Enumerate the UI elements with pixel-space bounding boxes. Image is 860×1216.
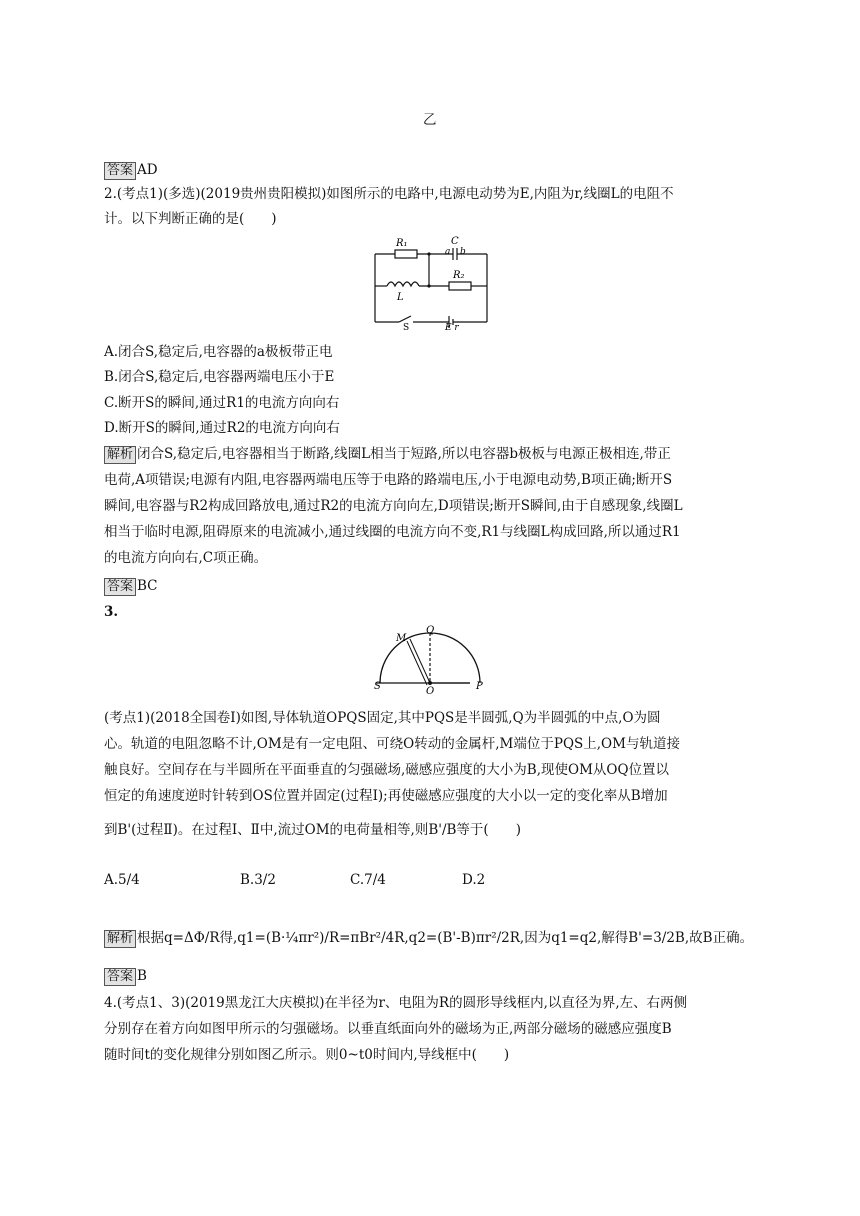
label-a: a xyxy=(445,247,451,257)
q3-option-c: C.7/4 xyxy=(350,872,386,888)
analysis-tag: 解析 xyxy=(104,930,136,948)
q4-line-3: 随时间t的变化规律分别如图乙所示。则0~t0时间内,导线框中( ) xyxy=(104,1047,510,1063)
q2-analysis-line-5: 的电流方向向右,C项正确。 xyxy=(104,550,268,566)
q2-stem-line-2: 计。以下判断正确的是( ) xyxy=(104,211,277,227)
q3-option-a: A.5/4 xyxy=(104,872,140,888)
answer-tag: 答案 xyxy=(104,578,136,596)
label-e-r: E r xyxy=(445,323,459,330)
semicircle-figure xyxy=(370,625,500,695)
center-dot xyxy=(428,681,432,685)
label-c: C xyxy=(451,236,459,247)
q1-answer: AD xyxy=(137,162,158,178)
q3-stem-line-3: 触良好。空间存在与半圆所在平面垂直的匀强磁场,磁感应强度的大小为B,现使OM从OQ位置以 xyxy=(104,762,670,778)
label-b: b xyxy=(460,247,466,257)
q3-stem-line-1: (考点1)(2018全国卷Ⅰ)如图,导体轨道OPQS固定,其中PQS是半圆弧,Q为半圆弧的中点,O为圆 xyxy=(104,710,661,726)
label-r1: R₁ xyxy=(396,238,408,249)
label-o: O xyxy=(426,686,435,695)
label-r2: R₂ xyxy=(453,270,465,281)
q2-analysis-line-2: 电荷,A项错误;电源有内阻,电容器两端电压等于电路的路端电压,小于电源电动势,B项正确;断开S xyxy=(104,472,673,488)
q2-analysis-line-3: 瞬间,电容器与R2构成回路放电,通过R2的电流方向向左,D项错误;断开S瞬间,由于自感现象,线圈L xyxy=(104,498,683,514)
junction-dot xyxy=(427,252,430,255)
answer-tag: 答案 xyxy=(104,968,136,986)
q3-stem-line-2: 心。轨道的电阻忽略不计,OM是有一定电阻、可绕O转动的金属杆,M端位于PQS上,OM与轨道接 xyxy=(104,736,680,752)
q3-option-b: B.3/2 xyxy=(240,872,276,888)
q3-answer: B xyxy=(137,968,147,984)
q1-answer-line xyxy=(104,160,158,180)
q3-number: 3. xyxy=(104,604,119,620)
q3-stem-line-4: 恒定的角速度逆时针转到OS位置并固定(过程Ⅰ);再使磁感应强度的大小以一定的变化率从B增加 xyxy=(104,788,668,804)
q2-answer: BC xyxy=(137,578,158,594)
q3-answer-line xyxy=(104,966,147,986)
analysis-tag: 解析 xyxy=(104,446,136,464)
q2-answer-line xyxy=(104,576,158,596)
q2-option-c: C.断开S的瞬间,通过R1的电流方向向右 xyxy=(104,395,340,411)
q2-option-b: B.闭合S,稳定后,电容器两端电压小于E xyxy=(104,369,335,385)
q3-stem-line-5: 到B'(过程Ⅱ)。在过程Ⅰ、Ⅱ中,流过OM的电荷量相等,则B'/B等于( ) xyxy=(104,822,521,838)
circuit-diagram xyxy=(365,234,495,330)
label-l: L xyxy=(397,292,404,303)
q3-analysis: 根据q=ΔΦ/R得,q1=(B·¼πr²)/R=πBr²/4R,q2=(B'-B)πr²/2R,因为q1=q2,解得B'=3/2B,故B正确。 xyxy=(137,930,754,946)
q3-analysis-line xyxy=(104,928,753,948)
q4-line-1: 4.(考点1、3)(2019黑龙江大庆模拟)在半径为r、电阻为R的圆形导线框内,以直径为界,左、右两侧 xyxy=(104,995,688,1011)
q2-stem-line-1: 2.(考点1)(多选)(2019贵州贵阳模拟)如图所示的电路中,电源电动势为E,内阻为r,线圈L的电阻不 xyxy=(104,186,674,202)
label-p: P xyxy=(476,681,483,692)
label-s: S xyxy=(403,323,410,330)
label-s: S xyxy=(374,681,381,692)
junction-dot xyxy=(427,284,430,287)
q3-option-d: D.2 xyxy=(462,872,486,888)
answer-tag: 答案 xyxy=(104,162,136,180)
q4-line-2: 分别存在着方向如图甲所示的匀强磁场。以垂直纸面向外的磁场为正,两部分磁场的磁感应强度B xyxy=(104,1021,672,1037)
q2-option-d: D.断开S的瞬间,通过R2的电流方向向右 xyxy=(104,420,340,436)
q2-analysis-line-1: 解析 闭合S,稳定后,电容器相当于断路,线圈L相当于短路,所以电容器b极板与电源正极相连,带正 xyxy=(104,444,671,464)
label-m: M xyxy=(396,633,407,644)
label-q: Q xyxy=(426,625,435,636)
q2-option-a: A.闭合S,稳定后,电容器的a极板带正电 xyxy=(104,344,333,360)
figure-caption: 乙 xyxy=(423,112,437,128)
q2-analysis-line-4: 相当于临时电源,阻碍原来的电流减小,通过线圈的电流方向不变,R1与线圈L构成回路,所以通过R1 xyxy=(104,524,681,540)
